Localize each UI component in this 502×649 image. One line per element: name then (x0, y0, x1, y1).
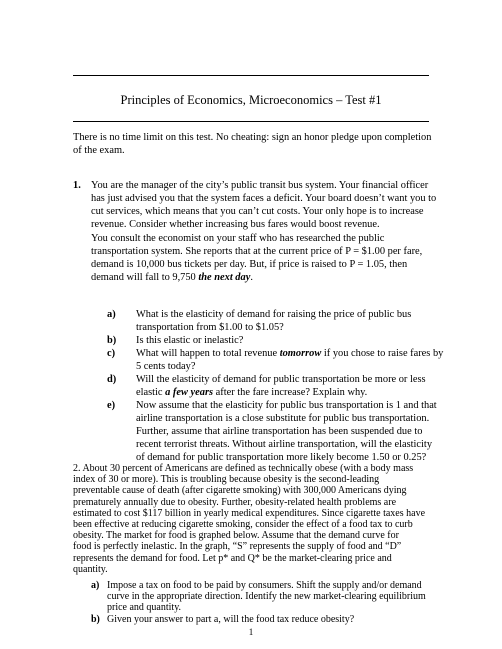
page-number: 1 (248, 627, 254, 637)
q1-last-line-text: demand will fall to 9,750 (91, 272, 199, 283)
q1-part-label: e) (107, 400, 116, 411)
q2-line: estimated to cost $117 billion in yearly medical expenditures. Since cigarette taxes have (73, 507, 426, 519)
q2-line: quantity. (73, 563, 108, 575)
q2-line: obesity. The market for food is graphed below. Assume that the demand curve for (73, 530, 399, 542)
q1-part-a-line: What is the elasticity of demand for raising the price of public bus (136, 309, 412, 320)
q2-line: been effective at reducing cigarette smoking, consider the effect of a food tax to curb (73, 519, 413, 530)
q1-line: You are the manager of the city’s public transit bus system. Your financial officer (91, 180, 429, 191)
q1-part-c-text: if you chose to raise fares by (321, 348, 444, 359)
q1-part-d-line: Will the elasticity of demand for public transportation be more or less (136, 374, 426, 385)
q2-part-a-line: Impose a tax on food to be paid by consumers. Shift the supply and/or demand (107, 580, 422, 591)
q1-part-e-line: Further, assume that airline transportation has been suspended due to (136, 426, 423, 437)
q1-emphasis-tomorrow: tomorrow (279, 348, 322, 359)
q1-line: transportation system. She reports that at the current price of P = $1.00 per fare, (91, 246, 423, 257)
q2-line: 2. About 30 percent of Americans are defined as technically obese (with a body mass (73, 463, 414, 474)
q1-emphasis-few-years: a few years (165, 387, 214, 398)
question-1-number: 1. (73, 180, 81, 191)
q1-part-c-line (136, 348, 443, 361)
q1-part-d-text: elastic (136, 387, 166, 398)
q1-line: revenue. Consider whether increasing bus fares would boost revenue. (91, 219, 380, 230)
q2-line: preventable cause of death (after cigarette smoking) with 300,000 Americans dying (73, 485, 407, 497)
q1-part-a-line: transportation from $1.00 to $1.05? (136, 322, 284, 333)
title-underline-rule (73, 121, 429, 122)
q1-emphasis-next-day: the next day (198, 272, 251, 283)
q2-line: index of 30 or more). This is troubling because obesity is the second-leading (73, 474, 380, 486)
q2-part-b-line: Given your answer to part a, will the food tax reduce obesity? (107, 613, 355, 625)
q2-part-a-line: curve in the appropriate direction. Identify the new market-clearing equilibrium (107, 591, 426, 603)
top-rule (73, 75, 429, 76)
q2-part-label: a) (91, 580, 100, 591)
q1-part-e-line: recent terrorist threats. Without airline transportation, will the elasticity (136, 439, 433, 450)
q1-line: demand is 10,000 bus tickets per day. But, if price is raised to P = 1.05, then (91, 259, 408, 270)
q1-part-label: b) (107, 335, 117, 346)
q1-line: You consult the economist on your staff who has researched the public (91, 233, 385, 244)
q2-line: prematurely annually due to obesity. Further, obesity-related health problems are (73, 496, 397, 508)
q1-line: has just advised you that the system faces a deficit. Your board doesn’t want you to (91, 193, 437, 204)
q1-part-e-line: of demand for public transportation more likely become 1.50 or 0.25? (136, 452, 427, 463)
intro-line: of the exam. (73, 145, 125, 156)
q2-line: represents the demand for food. Let p* and Q* be the market-clearing price and (73, 552, 392, 564)
q1-part-e-line: airline transportation is a close substitute for public bus transportation. (136, 413, 430, 424)
q1-line: cut services, which means that you can’t cut costs. Your only hope is to increase (91, 206, 424, 217)
q2-line: food is perfectly inelastic. In the graph, “S” represents the supply of food and “D” (73, 541, 402, 553)
intro-line: There is no time limit on this test. No cheating: sign an honor pledge upon completion (73, 132, 432, 143)
q2-part-label: b) (91, 613, 100, 625)
q1-part-b-line: Is this elastic or inelastic? (136, 335, 244, 346)
q1-last-line-period: . (250, 272, 253, 283)
q1-part-e-line: Now assume that the elasticity for public bus transportation is 1 and that (136, 400, 437, 411)
q1-part-d-text: after the fare increase? Explain why. (213, 387, 368, 398)
q2-part-a-line: price and quantity. (107, 602, 182, 614)
q1-part-c-line: 5 cents today? (136, 361, 196, 372)
q1-part-label: c) (107, 348, 116, 359)
q1-part-label: a) (107, 309, 116, 320)
q1-part-d-line (136, 387, 367, 400)
q1-part-label: d) (107, 374, 117, 385)
q1-part-c-text: What will happen to total revenue (136, 348, 280, 359)
page-title: Principles of Economics, Microeconomics – Test #1 (120, 93, 382, 107)
q1-line (91, 272, 253, 285)
